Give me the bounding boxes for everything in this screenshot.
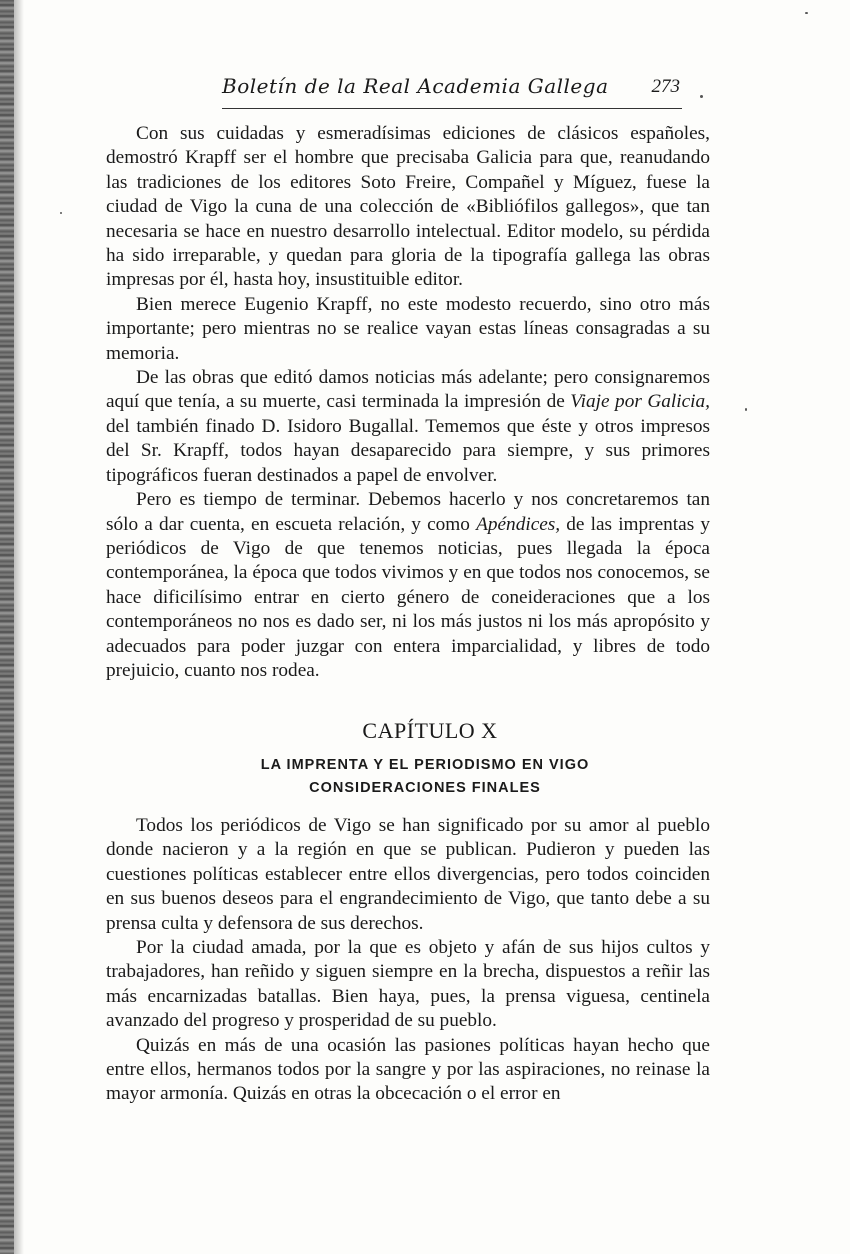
paragraph	[106, 1034, 710, 1107]
page-number: 273	[651, 76, 680, 97]
paragraph-text: Todos los periódicos de Vigo se han significado por su amor al pueblo donde nacieron y a la región en que se publican. Pudieron y pueden las cuestiones políticas establecer entre ellos divergencias, pero todos coinciden en sus buenos deseos para el engrandecimiento de Vigo, que tanto debe a su prensa culta y defensora de sus derechos.	[106, 815, 710, 934]
page-header	[222, 74, 692, 110]
paragraph-text: Quizás en más de una ocasión las pasiones políticas hayan hecho que entre ellos, hermanos todos por la sangre y por las aspiraciones, no reinase la mayor armonía. Quizás en otras la obcecación o el error en	[106, 1034, 710, 1105]
paragraph	[106, 936, 710, 1034]
binding-shadow	[14, 0, 24, 1254]
italic-title: Apéndices,	[476, 513, 561, 535]
scan-speck	[60, 212, 62, 214]
paragraph-text: de las imprentas y periódicos de Vigo de que tenemos noticias, pues llegada la época contemporánea, la época que todos vivimos y en que todos nos conocemos, se hace dificilísimo entrar en cierto género de coneideraciones que a los contemporáneos no nos es dado ser, ni los más justos ni los más apropósito y adecuados para poder juzgar con entera imparcialidad, y libres de todo prejuicio, cuanto nos rodea.	[106, 513, 711, 681]
scan-speck	[805, 12, 808, 14]
text-block-before-chapter	[106, 122, 710, 683]
paragraph	[106, 293, 710, 366]
paragraph	[106, 814, 710, 936]
paragraph	[106, 366, 710, 488]
book-binding-edge	[0, 0, 14, 1254]
paragraph-text: Pero es tiempo de terminar. Debemos hacerlo y nos concretaremos tan sólo a dar cuenta, en escueta relación, y como	[106, 489, 710, 535]
text-block-chapter-x	[106, 814, 710, 1107]
scan-speck	[745, 408, 747, 411]
header-rule	[222, 108, 682, 109]
italic-title: Viaje por Galicia,	[570, 391, 710, 413]
paragraph-text: del también finado D. Isidoro Bugallal. Tememos que éste y otros impresos del Sr. Krapff, todos hayan desaparecido para siempre, y sus primores tipográficos fueran destinados a papel de envolver.	[106, 415, 710, 486]
chapter-subtitle-secondary: CONSIDERACIONES FINALES	[309, 780, 541, 796]
chapter-title: CAPÍTULO X	[362, 718, 498, 743]
paragraph-text: Bien merece Eugenio Krapff, no este modesto recuerdo, sino otro más importante; pero mientras no se realice vayan estas líneas consagradas a su memoria.	[106, 293, 710, 364]
paragraph-text: Con sus cuidadas y esmeradísimas ediciones de clásicos españoles, demostró Krapff ser el hombre que precisaba Galicia para que, reanudando las tradiciones de los editores Soto Freire, Compañel y Míguez, fuese la ciudad de Vigo la cuna de una colección de «Bibliófilos gallegos», que tan necesaria se hace en nuestro desarrollo intelectual. Editor modelo, su pérdida ha sido irreparable, y quedan para gloria de la tipografía gallega las obras impresas por él, hasta hoy, insustituible editor.	[106, 123, 710, 291]
paragraph	[106, 122, 710, 293]
chapter-subtitle-main: LA IMPRENTA Y EL PERIODISMO EN VIGO	[260, 757, 590, 773]
running-title: Boletín de la Real Academia Gallega	[222, 74, 609, 98]
paragraph-text: Por la ciudad amada, por la que es objeto y afán de sus hijos cultos y trabajadores, han reñido y siguen siempre en la brecha, dispuestos a reñir las más encarnizadas batallas. Bien haya, pues, la prensa viguesa, centinela avanzado del progreso y prosperidad de su pueblo.	[106, 937, 710, 1032]
paragraph-text: De las obras que editó damos noticias más adelante; pero consignaremos aquí que tenía, a su muerte, casi terminada la impresión de	[106, 367, 710, 413]
scan-speck	[700, 95, 703, 98]
paragraph	[106, 488, 710, 683]
